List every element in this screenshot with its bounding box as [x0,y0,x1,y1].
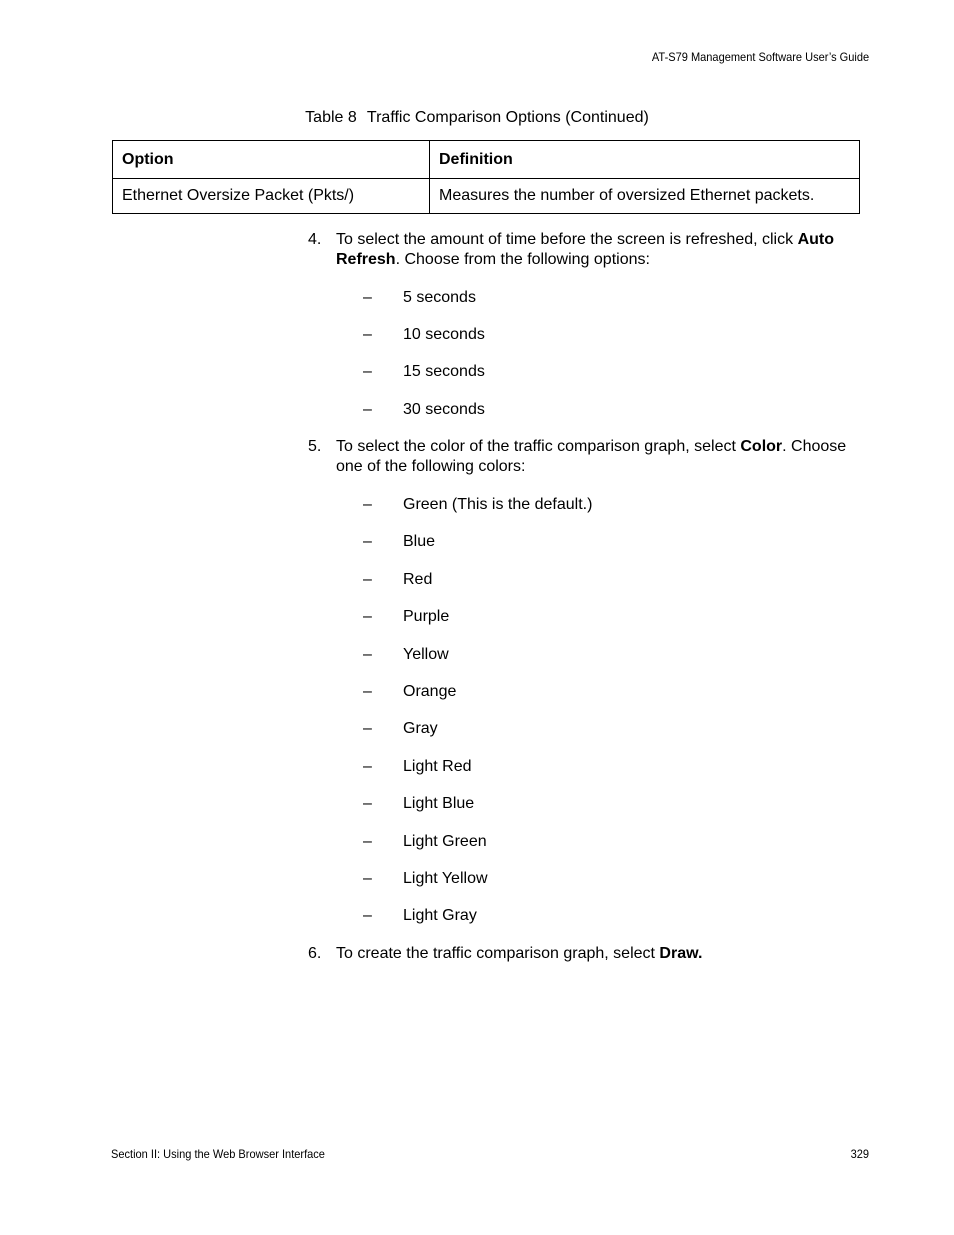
list-item [363,757,472,777]
dash-bullet: – [363,608,372,625]
table-title: Traffic Comparison Options (Continued) [366,109,649,126]
list-item-label: Green (This is the default.) [403,496,593,513]
list-item [363,906,477,926]
step-number: 6. [308,945,322,962]
list-item-label: Light Blue [403,795,475,812]
step-text [336,944,868,964]
list-item-label: Light Red [403,758,472,775]
list-item-label: Yellow [403,646,449,663]
list-item-label: 15 seconds [403,363,485,380]
dash-bullet: – [363,870,372,887]
step-text-after: . Choose from the following options: [395,251,650,268]
column-header-definition: Definition [430,141,860,179]
list-item [363,869,488,889]
table-caption [0,109,954,127]
step-text-before: To select the color of the traffic comparison graph, select [336,438,741,455]
list-item [363,682,456,702]
dash-bullet: – [363,758,372,775]
list-item-label: Light Gray [403,907,477,924]
column-header-option: Option [113,141,430,179]
list-item-label: 30 seconds [403,401,485,418]
dash-bullet: – [363,326,372,343]
step-number: 4. [308,231,322,248]
step-text-before: To create the traffic comparison graph, select [336,945,660,962]
step-5 [308,437,868,477]
option-cell: Ethernet Oversize Packet (Pkts/) [113,179,430,214]
dash-bullet: – [363,720,372,737]
dash-bullet: – [363,571,372,588]
list-item [363,607,449,627]
table-row [113,179,860,214]
dash-bullet: – [363,533,372,550]
step-text-after: . Choose one of the following colors: [336,438,847,475]
dash-bullet: – [363,289,372,306]
step-text [336,230,868,270]
list-item [363,495,592,515]
step-text [336,437,868,477]
step-4 [308,230,868,270]
list-item [363,325,485,345]
list-item-label: Blue [403,533,436,550]
step-number: 5. [308,438,322,455]
running-header: AT-S79 Management Software User’s Guide [651,50,869,64]
dash-bullet: – [363,683,372,700]
list-item [363,532,435,552]
list-item [363,400,485,420]
list-item [363,645,449,665]
step-6 [308,944,868,964]
dash-bullet: – [363,795,372,812]
step-text-before: To select the amount of time before the screen is refreshed, click [336,231,798,248]
list-item-label: Purple [403,608,450,625]
list-item-label: Light Yellow [403,870,488,887]
dash-bullet: – [363,646,372,663]
list-item [363,288,476,308]
list-item [363,570,432,590]
options-table [112,140,860,214]
list-item-label: 10 seconds [403,326,485,343]
list-item [363,794,474,814]
definition-cell: Measures the number of oversized Ethernet packets. [430,179,860,214]
dash-bullet: – [363,401,372,418]
table-number: Table 8 [305,109,357,126]
list-item [363,362,485,382]
dash-bullet: – [363,907,372,924]
list-item-label: Orange [403,683,457,700]
list-item [363,832,487,852]
dash-bullet: – [363,833,372,850]
list-item-label: 5 seconds [403,289,476,306]
page-number: 329 [850,1147,869,1161]
list-item-label: Gray [403,720,438,737]
dash-bullet: – [363,363,372,380]
dash-bullet: – [363,496,372,513]
list-item-label: Red [403,571,433,588]
ui-term-draw: Draw. [659,945,703,962]
ui-term-color: Color [740,438,783,455]
footer-section: Section II: Using the Web Browser Interface [111,1147,325,1161]
list-item [363,719,438,739]
table-header-row [113,141,860,179]
ui-term-auto-refresh: Auto Refresh [336,231,834,268]
list-item-label: Light Green [403,833,487,850]
